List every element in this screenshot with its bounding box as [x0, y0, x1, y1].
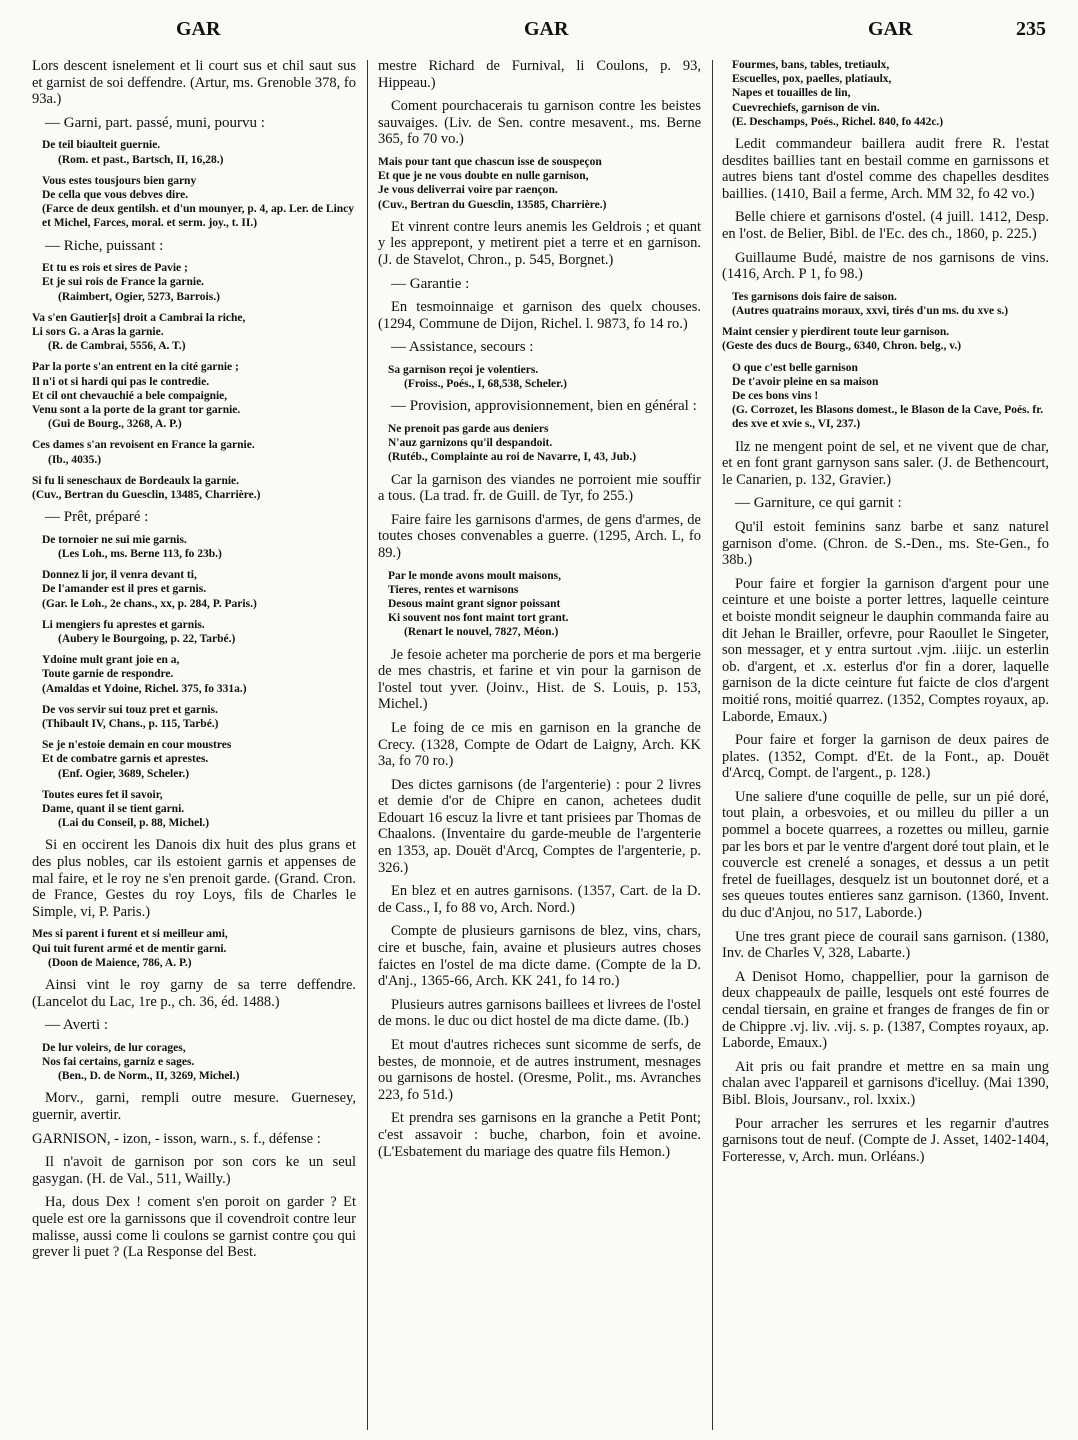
paragraph: Plusieurs autres garnisons baillees et livrees de l'ostel de mons. le duc ou dict hostel de ma dicte dame. (Ib.)	[378, 996, 701, 1030]
verse-line: Li sors G. a Aras la garnie.	[32, 326, 164, 338]
paragraph: Qu'il estoit feminins sanz barbe et sanz naturel garnison d'ome. (Chron. de S.-Den., ms. Ste-Gen., fo 38b.)	[722, 518, 1049, 569]
verse-line: N'auz garnizons qu'il despandoit.	[388, 437, 553, 450]
verse-line: Fourmes, bans, tables, tretiaulx,	[732, 59, 890, 71]
quotation	[42, 261, 356, 304]
quotation	[732, 58, 1049, 129]
paragraph: Et vinrent contre leurs anemis les Geldrois ; et quant y les apprepont, y metirent piet a terre et en garnison. (J. de Stavelot, Chron., p. 545, Borgnet.)	[378, 218, 701, 268]
verse-line: Se je n'estoie demain en cour moustres	[42, 739, 232, 752]
quotation	[32, 927, 356, 970]
verse-line: Donnez li jor, il venra devant ti,	[42, 569, 197, 582]
verse-line: Li mengiers fu aprestes et garnis.	[42, 618, 205, 631]
verse-line: Et de combatre garnis et aprestes.	[42, 753, 209, 766]
verse-line: Mais pour tant que chascun isse de souspeçon	[378, 155, 602, 168]
paragraph: Une saliere d'une coquille de pelle, sur un pié doré, tout plain, a orbesvoies, et ou milleu du piller a un pommel a bocete quarrees, a rozettes ou milleu, garnie par les bors et par le ventre d'argent doré tout plain, et le couvercle est crenelé a sonages, et dessus a un petit fretel de fueillages, desquelz ist un boutonnet doré, et a ses queues toutes entieres sanz garnison. (1360, Invent. du duc d'Anjou, no 517, Laborde.)	[722, 788, 1049, 922]
quotation	[32, 474, 356, 502]
paragraph: Il n'avoit de garnison por son cors ke un seul gasygan. (H. de Val., 511, Wailly.)	[32, 1154, 356, 1187]
verse-line: Qui tuit furent armé et de mentir garni.	[32, 942, 227, 955]
verse-line: De t'avoir pleine en sa maison	[732, 375, 879, 388]
sense-heading: — Riche, puissant :	[45, 237, 164, 254]
verse-line: Par le monde avons moult maisons,	[388, 569, 561, 582]
quotation	[732, 290, 1049, 318]
verse-line: Toute garnie de respondre.	[42, 668, 174, 681]
verse-line: Venu sont a la porte de la grant tor garnie.	[32, 404, 241, 417]
quotation	[388, 363, 701, 391]
paragraph: Des dictes garnisons (de l'argenterie) : pour 2 livres et demie d'or de Chipre en canon, achetees dudit Edouart 16 escuz la livre et tant prisiees par Thomas de Chaalons. (Inventaire du garde-meuble de l'argenterie en 1353, ap. Douët d'Arcq, Comptes de l'argenterie, p. 326.)	[378, 776, 701, 876]
paragraph: Pour faire et forgier la garnison d'argent pour une ceinture et une boiste a porter lettres, laquelle ceinture et boiste mondit seigneur le dauphin commanda faire au dit Jehan le Brailler, orfevre, pour Raoullet le Singeter, son messager, et y entra surtout .vjm. .iiijc. un esterlin ob. d'argent, et .x. esterlus d'or fin a dorer, laquelle garnison de la dicte ceinture fut faicte de clos d'argent moitié rons, moitié quarrez. (1352, Comptes royaux, ap. Laborde, Emaux.)	[722, 575, 1049, 725]
paragraph: En tesmoinnaige et garnison des quelx chouses. (1294, Commune de Dijon, Richel. l. 9873, fo 14 ro.)	[378, 299, 701, 332]
sense-heading: — Garni, part. passé, muni, pourvu :	[45, 114, 265, 131]
sense-heading: — Garantie :	[391, 275, 470, 292]
paragraph: A Denisot Homo, chappellier, pour la garnison de deux chappeaulx de paille, lesquels ont esté fourres de cendal tiersain, en graine et franges de franges de fin or de Chippre .vj. liv. .vij. s. p. (1387, Comptes royaux, ap. Laborde, Emaux.)	[722, 968, 1049, 1052]
citation: (Ib., 4035.)	[48, 453, 102, 466]
citation: (G. Corrozet, les Blasons domest., le Blason de la Cave, Poés. fr. des xve et xvie s., VI, 237.)	[732, 404, 1044, 431]
citation: (Les Loh., ms. Berne 113, fo 23b.)	[58, 548, 222, 561]
paragraph: mestre Richard de Furnival, li Coulons, p. 93, Hippeau.)	[378, 58, 701, 91]
citation: (Thibault IV, Chans., p. 115, Tarbé.)	[42, 718, 219, 731]
paragraph: Si en occirent les Danois dix huit des plus grans et des plus nobles, car ils estoient garnis et appenses de mal faire, et le roy ne s'en prenoit garde. (Grand. Cron. de France, Gestes du roy Loys, fils de Charles le Simple, vi, P. Paris.)	[32, 837, 356, 920]
citation: (Autres quatrains moraux, xxvi, tirés d'un ms. du xve s.)	[732, 304, 1009, 317]
citation: (Aubery le Bourgoing, p. 22, Tarbé.)	[58, 633, 236, 646]
verse-line: De teil biaulteit guernie.	[42, 139, 161, 152]
quotation	[32, 360, 356, 431]
headword-right: GAR	[868, 18, 913, 40]
quotation	[388, 422, 701, 465]
citation: (Renart le nouvel, 7827, Méon.)	[404, 626, 559, 639]
verse-line: Je vous deliverrai voire par raençon.	[378, 184, 558, 197]
entry-headword: GARNISON, - izon, - isson, warn., s. f., défense :	[32, 1130, 321, 1147]
citation: (Doon de Maience, 786, A. P.)	[48, 956, 192, 969]
running-header	[0, 18, 1078, 48]
citation: (Raimbert, Ogier, 5273, Barrois.)	[58, 290, 220, 303]
quotation	[42, 618, 356, 646]
verse-line: De l'amander est il pres et garnis.	[42, 583, 207, 596]
paragraph: Car la garnison des viandes ne porroient mie souffir a tous. (La trad. fr. de Guill. de Tyr, fo 255.)	[378, 471, 701, 505]
verse-line: Mes si parent i furent et si meilleur ami,	[32, 928, 228, 941]
paragraph: Ilz ne mengent point de sel, et ne vivent que de char, et en font grant garnyson sans saler. (J. de Bethencourt, le Canarien, p. 132, Gravier.)	[722, 438, 1049, 488]
verse-line: Cuevrechiefs, garnison de vin.	[732, 101, 880, 114]
paragraph: Ait pris ou fait prandre et mettre en sa main ung chalan avec l'appareil et garnisons d'icelluy. (Mai 1390, Bibl. Blois, Joursanv., rol. lxxix.)	[722, 1058, 1049, 1108]
verse-line: Ki souvent nos font maint tort grant.	[388, 612, 569, 625]
quotation	[42, 703, 356, 731]
verse-line: Et tu es rois et sires de Pavie ;	[42, 262, 188, 275]
citation: (Rutéb., Complainte au roi de Navarre, I, 43, Jub.)	[388, 451, 637, 464]
sense-heading: — Provision, approvisionnement, bien en général :	[391, 398, 697, 415]
quotation	[32, 438, 356, 466]
quotation	[42, 738, 356, 781]
verse-line: Ne prenoit pas garde aus deniers	[388, 422, 549, 435]
verse-line: Maint censier y pierdirent toute leur garnison.	[722, 326, 950, 339]
verse-line: Desous maint grant signor poissant	[388, 597, 561, 610]
paragraph: Morv., garni, rempli outre mesure. Guernesey, guernir, avertir.	[32, 1090, 356, 1124]
verse-line: Ydoine mult grant joie en a,	[42, 654, 180, 667]
paragraph: En blez et en autres garnisons. (1357, Cart. de la D. de Cass., I, fo 88 vo, Arch. Nord.)	[378, 883, 701, 916]
verse-line: Dame, quant il se tient garni.	[42, 803, 185, 816]
verse-line: Napes et touailles de lin,	[732, 87, 851, 100]
quotation	[32, 311, 356, 354]
citation: (Froiss., Poés., I, 68,538, Scheler.)	[404, 378, 567, 391]
quotation	[42, 568, 356, 611]
verse-line: De vos servir sui touz pret et garnis.	[42, 703, 218, 716]
citation: (Gui de Bourg., 3268, A. P.)	[48, 418, 182, 431]
citation: (R. de Cambrai, 5556, A. T.)	[48, 340, 186, 353]
quotation	[42, 174, 356, 231]
paragraph: Compte de plusieurs garnisons de blez, vins, chars, cire et busche, fain, avaine et plusieurs autres choses faictes en l'ostel de ma dicte dame. (Compte de la D. d'Anj., 1365-66, Arch. KK 241, fo 14 ro.)	[378, 923, 701, 990]
quotation	[42, 788, 356, 831]
paragraph: Pour faire et forger la garnison de deux paires de plates. (1352, Compt. d'Et. de la Font., ap. Douët d'Arcq, Compt. de l'argent., p. 128.)	[722, 732, 1049, 782]
verse-line: Va s'en Gautier[s] droit a Cambrai la riche,	[32, 311, 246, 324]
verse-line: De tornoier ne sui mie garnis.	[42, 533, 187, 546]
paragraph: Je fesoie acheter ma porcherie de pors et ma bergerie de mes chastris, et farine et vin pour la garnison de l'ostel tout yver. (Joinv., Hist. de S. Louis, p. 153, Michel.)	[378, 646, 701, 713]
citation: (Farce de deux gentilsh. et d'un mounyer, p. 4, ap. Ler. de Lincy et Michel, Farces, moral. et serm. joy., t. II.)	[42, 203, 355, 230]
verse-line: Et je sui rois de France la garnie.	[42, 276, 205, 289]
verse-line: Et que je ne vous doubte en nulle garnison,	[378, 170, 589, 183]
citation: (Amaldas et Ydoine, Richel. 375, fo 331a.)	[42, 682, 247, 695]
column-2	[378, 58, 701, 1436]
verse-line: De cella que vous debves dire.	[42, 188, 189, 201]
paragraph: Coment pourchacerais tu garnison contre les beistes sauvaiges. (Liv. de Sen. contre mesavent., ms. Berne 365, fo 70 vo.)	[378, 98, 701, 148]
column-3	[722, 58, 1049, 1436]
quotation	[732, 361, 1049, 432]
quotation	[42, 138, 356, 166]
quotation	[388, 569, 701, 640]
verse-line: O que c'est belle garnison	[732, 361, 858, 374]
headword-left: GAR	[176, 18, 221, 40]
paragraph: Et prendra ses garnisons en la granche a Petit Pont; c'est assavoir : buche, charbon, foin et avoine. (L'Esbatement du mariage des quatre fils Hemon.)	[378, 1110, 701, 1160]
verse-line: Il n'i ot si hardi qui pas le contredie.	[32, 375, 210, 388]
verse-line: Vous estes tousjours bien garny	[42, 174, 197, 187]
citation: (Ben., D. de Norm., II, 3269, Michel.)	[58, 1070, 240, 1083]
verse-line: Escuelles, pox, paelles, platiaulx,	[732, 73, 892, 86]
page-number: 235	[1016, 18, 1046, 40]
quotation	[42, 533, 356, 561]
paragraph: Une tres grant piece de courail sans garnison. (1380, Inv. de Charles V, 328, Labarte.)	[722, 928, 1049, 962]
paragraph: Belle chiere et garnisons d'ostel. (4 juill. 1412, Desp. en l'ost. de Belier, Bibl. de l'Ec. des ch., 1860, p. 225.)	[722, 209, 1049, 242]
quotation	[722, 325, 1049, 353]
paragraph: Ledit commandeur baillera audit frere R. l'estat desdites baillies tant en bestail comme en garnissons et autres biens tant d'ostel comme des chapelles desdites baillies. (1410, Bail a ferme, Arch. MM 32, fo 42 vo.)	[722, 136, 1049, 202]
citation: (Cuv., Bertran du Guesclin, 13485, Charrière.)	[32, 489, 261, 502]
paragraph: Et mout d'autres richeces sunt sicomme de serfs, de bestes, de monnoie, et de autres instrument, mesnages ou garnisons de hostel. (Oresme, Polit., ms. Avranches 223, fo 51d.)	[378, 1037, 701, 1103]
citation: (Enf. Ogier, 3689, Scheler.)	[58, 767, 190, 780]
headword-center: GAR	[524, 18, 569, 40]
paragraph: Guillaume Budé, maistre de nos garnisons de vins. (1416, Arch. P 1, fo 98.)	[722, 249, 1049, 283]
verse-line: Ces dames s'an revoisent en France la garnie.	[32, 439, 255, 452]
verse-line: Sa garnison reçoi je volentiers.	[388, 363, 539, 376]
verse-line: Par la porte s'an entrent en la cité garnie ;	[32, 361, 239, 374]
quotation	[378, 155, 701, 212]
paragraph: Pour arracher les serrures et les regarnir d'autres garnisons tout de neuf. (Compte de J. Asset, 1402-1404, Forteresse, v, Arch. mun. Orléans.)	[722, 1115, 1049, 1165]
verse-line: Toutes eures fet il savoir,	[42, 788, 163, 801]
citation: (Gar. le Loh., 2e chans., xx, p. 284, P. Paris.)	[42, 597, 257, 610]
verse-line: Tes garnisons dois faire de saison.	[732, 290, 897, 303]
verse-line: De lur voleirs, de lur corages,	[42, 1041, 186, 1054]
column-divider	[367, 60, 368, 1430]
column-divider	[712, 60, 713, 1430]
citation: (Cuv., Bertran du Guesclin, 13585, Charrière.)	[378, 198, 607, 211]
paragraph: Ha, dous Dex ! coment s'en poroit on garder ? Et quele est ore la garnissons que il covendroit contre leur malisse, aussi come li coulons se garnist contre çou qui grever li puet ? (La Response del Best.	[32, 1194, 356, 1261]
sense-heading: — Prêt, préparé :	[45, 509, 149, 526]
citation: (Rom. et past., Bartsch, II, 16,28.)	[58, 153, 224, 166]
citation: (E. Deschamps, Poés., Richel. 840, fo 442c.)	[732, 115, 944, 128]
sense-heading: — Garniture, ce qui garnit :	[735, 495, 902, 512]
paragraph: Ainsi vint le roy garny de sa terre deffendre. (Lancelot du Lac, 1re p., ch. 36, éd. 1488.)	[32, 977, 356, 1010]
citation: (Geste des ducs de Bourg., 6340, Chron. belg., v.)	[722, 340, 962, 353]
verse-line: De ces bons vins !	[732, 389, 819, 402]
citation: (Lai du Conseil, p. 88, Michel.)	[58, 817, 210, 830]
verse-line: Nos fai certains, garniz e sages.	[42, 1056, 195, 1069]
sense-heading: — Averti :	[45, 1017, 109, 1034]
paragraph: Lors descent isnelement et li court sus et chil saut sus et garnist de soi deffendre. (Artur, ms. Grenoble 378, fo 93a.)	[32, 58, 356, 108]
verse-line: Et cil ont chevauchié a bele compaignie,	[32, 389, 228, 402]
verse-line: Si fu li seneschaux de Bordeaulx la garnie.	[32, 474, 240, 487]
quotation	[42, 1041, 356, 1084]
paragraph: Faire faire les garnisons d'armes, de gens d'armes, de toutes choses convenables a guerre. (1295, Arch. L, fo 89.)	[378, 511, 701, 561]
sense-heading: — Assistance, secours :	[391, 339, 534, 356]
paragraph: Le foing de ce mis en garnison en la granche de Crecy. (1328, Compte de Odart de Laigny, Arch. KK 3a, fo 70 ro.)	[378, 719, 701, 770]
verse-line: Tieres, rentes et warnisons	[388, 583, 519, 596]
column-1	[32, 58, 356, 1436]
quotation	[42, 653, 356, 696]
